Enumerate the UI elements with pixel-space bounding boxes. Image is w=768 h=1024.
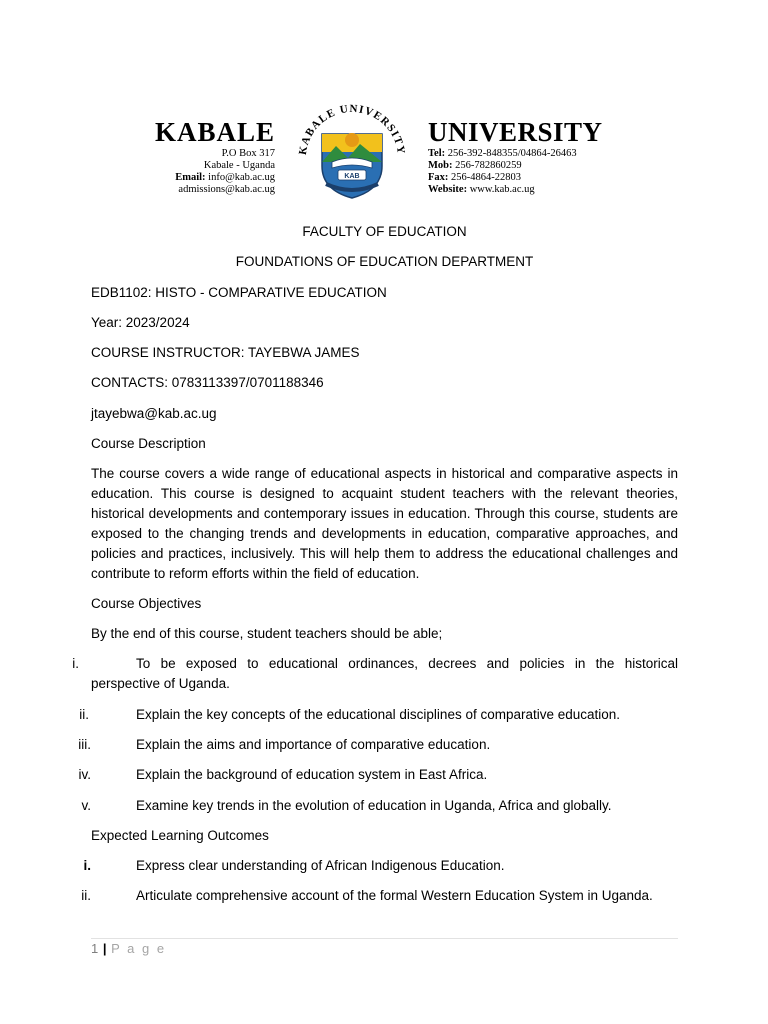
fax-label: Fax: (428, 172, 449, 183)
letterhead-town: Kabale - Uganda (203, 160, 275, 171)
mob-label: Mob: (428, 160, 453, 171)
list-number: ii. (79, 707, 89, 722)
course-description-heading: Course Description (91, 436, 206, 451)
letterhead-fax-line (428, 172, 648, 184)
course-description-text: The course covers a wide range of educational aspects in historical and comparative aspects in education. This course is designed to acquaint student teachers with the relevant theories, historical developments and contemporary issues in education. Through this course, students are exposed to the changing trends and developments in education, comparative approaches, and policies and practices, inclusively. This will help them to address the educational challenges and contribute to reform efforts within the field of education. (91, 466, 678, 581)
list-number: ii. (81, 888, 91, 903)
outcome-text: Articulate comprehensive account of the formal Western Education System in Uganda. (136, 888, 653, 903)
faculty-title: FACULTY OF EDUCATION (302, 224, 467, 239)
objective-text: Examine key trends in the evolution of education in Uganda, Africa and globally. (136, 798, 612, 813)
letterhead-tel: 256-392-848355/04864-26463 (447, 148, 577, 159)
letterhead-admissions: admissions@kab.ac.ug (178, 184, 275, 195)
outcome-text: Express clear understanding of African Indigenous Education. (136, 858, 505, 873)
footer-separator: | (102, 941, 107, 956)
department-title: FOUNDATIONS OF EDUCATION DEPARTMENT (235, 254, 534, 269)
learning-outcomes-heading: Expected Learning Outcomes (91, 828, 269, 843)
list-number: i. (72, 656, 79, 671)
letterhead-mob: 256-782860259 (455, 160, 522, 171)
course-instructor: COURSE INSTRUCTOR: TAYEBWA JAMES (91, 345, 360, 360)
letterhead-fax: 256-4864-22803 (451, 172, 522, 183)
list-number: i. (83, 858, 91, 873)
letterhead-tel-line (428, 148, 648, 160)
list-number: iv. (78, 767, 91, 782)
web-label: Website: (428, 184, 468, 195)
course-objectives-intro: By the end of this course, student teachers should be able; (91, 626, 443, 641)
page-number: 1 (91, 941, 99, 956)
logo-badge-text: KAB (344, 173, 360, 180)
instructor-email: jtayebwa@kab.ac.ug (91, 406, 217, 421)
objective-text-continued: perspective of Uganda. (91, 676, 230, 691)
letterhead-left-block (140, 118, 275, 196)
letterhead-email: info@kab.ac.ug (208, 172, 275, 183)
course-code-title: EDB1102: HISTO - COMPARATIVE EDUCATION (91, 285, 387, 300)
course-objectives-heading: Course Objectives (91, 596, 202, 611)
letterhead-website: www.kab.ac.ug (469, 184, 535, 195)
letterhead-po-box: P.O Box 317 (221, 148, 275, 159)
page-word: P a g e (111, 941, 167, 956)
academic-year: Year: 2023/2024 (91, 315, 190, 330)
letterhead-web-line (428, 184, 648, 196)
email-label: Email: (175, 172, 206, 183)
objective-text: To be exposed to educational ordinances, decrees and policies in the historical (136, 656, 678, 671)
letterhead-mob-line (428, 160, 648, 172)
letterhead-right-block (428, 118, 648, 196)
list-number: v. (81, 798, 91, 813)
university-logo (292, 100, 412, 200)
page-footer (91, 941, 166, 956)
instructor-contacts: CONTACTS: 0783113397/0701188346 (91, 375, 324, 390)
letterhead (0, 96, 768, 206)
letterhead-email-line (140, 172, 275, 184)
footer-divider (91, 938, 678, 939)
letterhead-university: UNIVERSITY (428, 117, 603, 147)
tel-label: Tel: (428, 148, 446, 159)
logo-arc-text: KABALE UNIVERSITY (296, 102, 408, 156)
list-number: iii. (78, 737, 91, 752)
letterhead-kabale: KABALE (154, 117, 275, 147)
objective-text: Explain the key concepts of the educational disciplines of comparative education. (136, 707, 621, 722)
objective-text: Explain the background of education system in East Africa. (136, 767, 488, 782)
objective-text: Explain the aims and importance of comparative education. (136, 737, 491, 752)
